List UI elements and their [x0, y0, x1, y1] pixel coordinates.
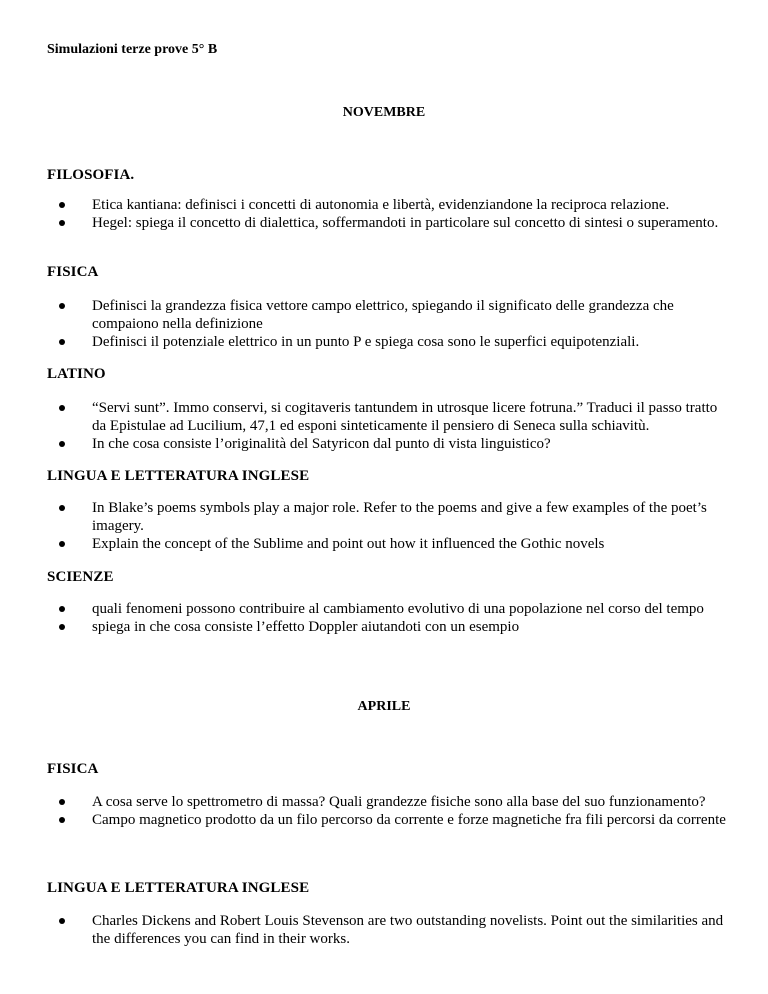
bullet-icon	[59, 606, 65, 612]
subject-heading-scienze: SCIENZE	[47, 569, 114, 585]
bullet-icon	[59, 799, 65, 805]
bullet-icon	[59, 918, 65, 924]
question-text: In Blake’s poems symbols play a major role. Refer to the poems and give a few examples of the poet’s imagery.	[92, 500, 707, 534]
question-list-latino	[47, 399, 727, 453]
bullet-icon	[59, 405, 65, 411]
list-item	[47, 196, 727, 214]
subject-heading-inglese-aprile: LINGUA E LETTERATURA INGLESE	[47, 880, 310, 896]
list-item	[47, 333, 727, 351]
question-text: Etica kantiana: definisci i concetti di autonomia e libertà, evidenziandone la reciproca relazione.	[92, 197, 670, 213]
bullet-icon	[59, 441, 65, 447]
list-item	[47, 435, 727, 453]
month-heading-novembre: NOVEMBRE	[342, 105, 426, 120]
subject-heading-fisica: FISICA	[47, 264, 99, 280]
month-heading-aprile: APRILE	[357, 699, 411, 714]
bullet-icon	[59, 505, 65, 511]
bullet-icon	[59, 220, 65, 226]
subject-heading-latino: LATINO	[47, 366, 106, 382]
bullet-icon	[59, 339, 65, 345]
list-item	[47, 399, 727, 435]
subject-heading-filosofia: FILOSOFIA.	[47, 167, 135, 183]
list-item	[47, 618, 727, 636]
bullet-icon	[59, 624, 65, 630]
question-text: In che cosa consiste l’originalità del Satyricon dal punto di vista linguistico?	[92, 436, 551, 452]
bullet-icon	[59, 303, 65, 309]
question-text: spiega in che cosa consiste l’effetto Doppler aiutandoti con un esempio	[92, 619, 520, 635]
subject-heading-fisica-aprile: FISICA	[47, 761, 99, 777]
question-text: Definisci il potenziale elettrico in un punto P e spiega cosa sono le superfici equipotenziali.	[92, 334, 640, 350]
question-text: Campo magnetico prodotto da un filo percorso da corrente e forze magnetiche fra fili percorsi da corrente	[92, 812, 726, 828]
question-text: quali fenomeni possono contribuire al cambiamento evolutivo di una popolazione nel corso del tempo	[92, 601, 704, 617]
list-item	[47, 912, 727, 948]
list-item	[47, 535, 727, 553]
question-text: A cosa serve lo spettrometro di massa? Quali grandezze fisiche sono alla base del suo funzionamento?	[92, 794, 706, 810]
question-list-scienze	[47, 600, 727, 636]
bullet-icon	[59, 541, 65, 547]
question-list-filosofia	[47, 196, 727, 232]
question-list-inglese-aprile	[47, 912, 727, 948]
list-item	[47, 214, 727, 232]
list-item	[47, 499, 727, 535]
question-text: “Servi sunt”. Immo conservi, si cogitaveris tantundem in utrosque licere fotruna.” Traduci il passo tratto da Epistulae ad Lucilium, 47,1 ed esponi sinteticamente il pensiero di Seneca sulla schiavitù.	[92, 400, 718, 434]
question-list-fisica-aprile	[47, 793, 727, 829]
list-item	[47, 793, 727, 811]
question-list-fisica	[47, 297, 727, 351]
bullet-icon	[59, 817, 65, 823]
question-text: Charles Dickens and Robert Louis Stevenson are two outstanding novelists. Point out the similarities and the differences you can find in their works.	[92, 913, 724, 947]
list-item	[47, 811, 727, 829]
document-title: Simulazioni terze prove 5° B	[47, 42, 218, 57]
list-item	[47, 297, 727, 333]
list-item	[47, 600, 727, 618]
question-text: Definisci la grandezza fisica vettore campo elettrico, spiegando il significato delle grandezza che compaiono nella definizione	[92, 298, 674, 332]
question-text: Hegel: spiega il concetto di dialettica, soffermandoti in particolare sul concetto di sintesi o superamento.	[92, 215, 719, 231]
question-list-inglese	[47, 499, 727, 553]
question-text: Explain the concept of the Sublime and point out how it influenced the Gothic novels	[92, 536, 605, 552]
subject-heading-inglese: LINGUA E LETTERATURA INGLESE	[47, 468, 310, 484]
bullet-icon	[59, 202, 65, 208]
